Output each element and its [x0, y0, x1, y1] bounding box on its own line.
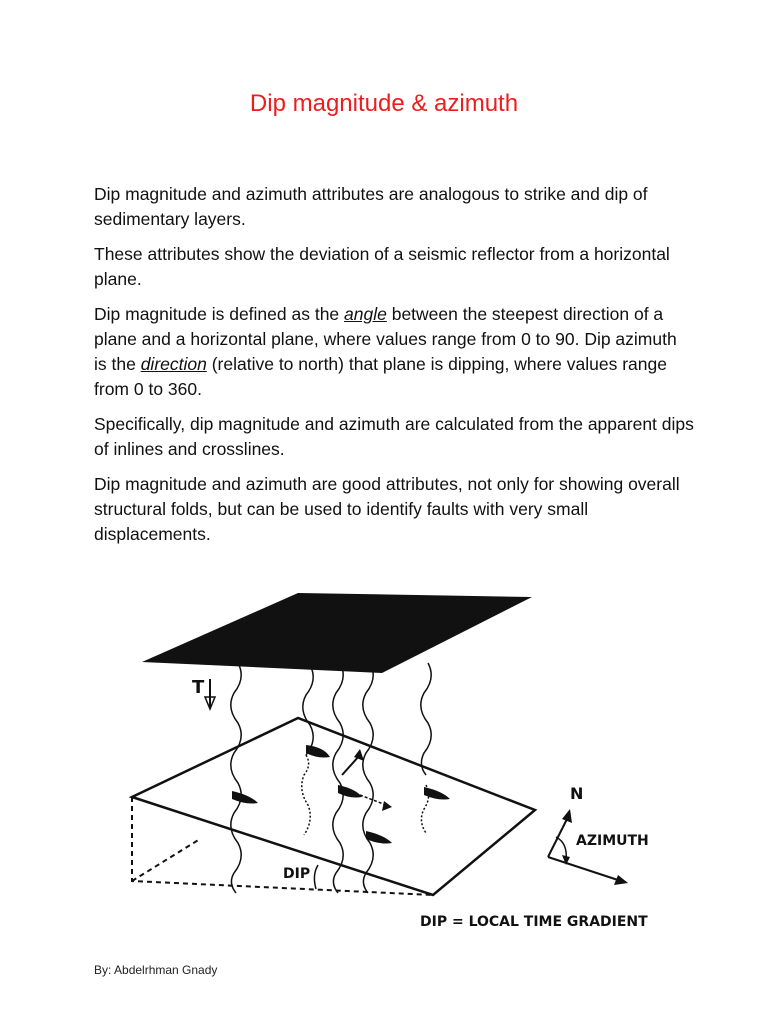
body-text	[94, 182, 694, 557]
north-label: N	[570, 784, 584, 803]
figure-caption: DIP = LOCAL TIME GRADIENT	[420, 914, 648, 930]
wavelet-peak	[232, 791, 258, 804]
seismic-trace	[363, 663, 373, 893]
wavelet-peak	[338, 785, 362, 798]
dip-label: DIP	[283, 866, 311, 882]
paragraph	[94, 242, 694, 292]
paragraph-text: Specifically, dip magnitude and azimuth are calculated from the apparent dips of inlines and crosslines.	[94, 414, 694, 459]
dipping-reflector-plane	[132, 718, 535, 895]
seismic-trace	[421, 663, 431, 775]
dip-angle-arc	[314, 865, 318, 889]
paragraph-text: Dip magnitude and azimuth attributes are analogous to strike and dip of sedimentary layers.	[94, 184, 648, 229]
dashed-construction-line	[132, 839, 200, 881]
emphasis-angle: angle	[344, 304, 387, 324]
paragraph-text: between the steepest direction of a plane and a horizontal plane, where values range from 0 to 90. Dip azimuth is the	[94, 304, 677, 374]
paragraph-text: Dip magnitude and azimuth are good attributes, not only for showing overall structural folds, but can be used to identify faults with very small displacements.	[94, 474, 680, 544]
page-title: Dip magnitude & azimuth	[249, 90, 519, 117]
paragraph	[94, 412, 694, 462]
wavelet-peak	[366, 831, 392, 844]
paragraph	[94, 182, 694, 232]
time-axis-label: T	[192, 677, 205, 698]
top-reference-plane	[142, 593, 532, 673]
azimuth-arrowhead	[614, 875, 628, 885]
paragraph-text: These attributes show the deviation of a seismic reflector from a horizontal plane.	[94, 244, 670, 289]
seismic-trace	[333, 663, 343, 893]
azimuth-label: AZIMUTH	[576, 833, 649, 849]
paragraph-text: Dip magnitude is defined as the	[94, 304, 345, 324]
seismic-trace	[303, 665, 313, 755]
dip-azimuth-diagram	[120, 585, 660, 935]
paragraph	[94, 302, 694, 402]
paragraph	[94, 472, 694, 547]
seismic-trace	[302, 755, 311, 835]
arrowhead	[382, 801, 392, 811]
north-arrowhead	[562, 809, 572, 823]
paragraph-text: (relative to north) that plane is dipping, where values range from 0 to 360.	[94, 354, 667, 399]
seismic-trace	[231, 663, 241, 893]
emphasis-direction: direction	[140, 354, 207, 374]
author-footer: By: Abdelrhman Gnady	[94, 963, 218, 977]
wavelet-peak	[306, 745, 330, 758]
azimuth-vector	[548, 857, 624, 882]
